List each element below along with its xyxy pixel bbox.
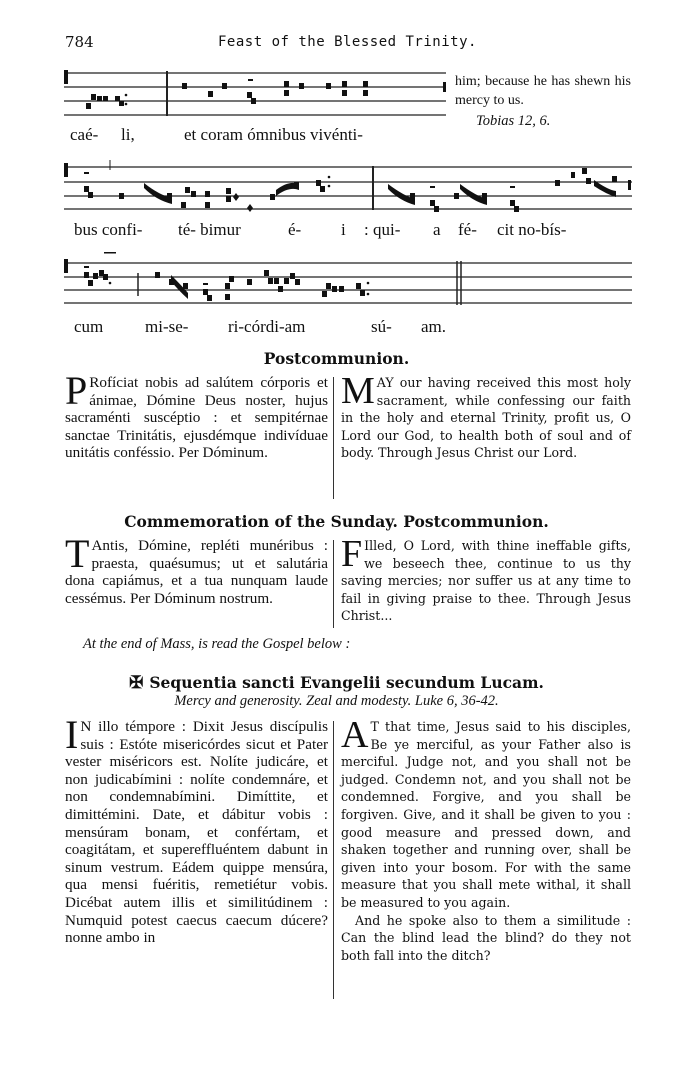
drop-cap: A bbox=[341, 714, 369, 756]
gospel-heading bbox=[0, 673, 673, 693]
chant-staff-1 bbox=[64, 66, 446, 118]
lyric-syllable: ri-córdi-am bbox=[228, 317, 306, 336]
neumes-1 bbox=[64, 70, 446, 109]
drop-cap: I bbox=[65, 712, 79, 757]
chant-staff-3 bbox=[64, 256, 632, 316]
commemoration-latin bbox=[65, 531, 328, 607]
column-divider bbox=[333, 540, 334, 628]
do-clef-icon bbox=[64, 70, 68, 84]
lyric-syllable: mi-se- bbox=[145, 317, 189, 336]
chant-side-citation: Tobias 12, 6. bbox=[476, 113, 551, 129]
page-number: 784 bbox=[65, 33, 94, 51]
lyric-syllable: cit no-bís- bbox=[497, 220, 567, 239]
staff-2-svg bbox=[64, 160, 632, 216]
commemoration-english-text: Illed, O Lord, with thine ineffable gifts, we beseech thee, continue to us thy saving mercies; nor suffer us at any time to fail in giving praise to thee. Through Jesus Christ... bbox=[341, 538, 631, 624]
gospel-english-text-2: And he spoke also to them a similitude : Can the blind lead the blind? do they not both fall into the ditch? bbox=[341, 912, 631, 963]
postcommunion-english bbox=[341, 370, 631, 462]
column-divider bbox=[333, 377, 334, 499]
drop-cap: M bbox=[341, 370, 375, 412]
lyric-syllable: am. bbox=[421, 317, 447, 336]
cross-icon: ✠ bbox=[129, 673, 144, 693]
lyric-syllable: et coram ómnibus vivénti- bbox=[184, 125, 363, 144]
lyric-syllable: sú- bbox=[371, 317, 392, 336]
gospel-latin bbox=[65, 712, 328, 947]
postcommunion-english-text: AY our having received this most holy sacrament, while confessing our faith in the holy and eternal Trinity, profit us, O Lord our God, to health both of soul and of body. Through Jesus Christ our Lord. bbox=[341, 375, 631, 461]
column-divider bbox=[333, 721, 334, 999]
lyric-syllable: caé- bbox=[70, 125, 99, 144]
commemoration-heading: Commemoration of the Sunday. Postcommunion. bbox=[124, 512, 549, 531]
postcommunion-latin-text: Rofíciat nobis ad salútem córporis et ánimae, Dómine Deus noster, hujus sacraménti suscéptio : et sempitérnae sanctae Trinitátis, ejusdémque indivíduae unitátis conféssio. Per Dóminum. bbox=[65, 374, 328, 462]
lyric-syllable: i bbox=[341, 220, 346, 239]
lyric-syllable: a bbox=[433, 220, 441, 239]
chant-side-translation: him; because he has shewn his mercy to us. bbox=[455, 74, 631, 108]
do-clef-icon bbox=[64, 259, 68, 273]
running-title: Feast of the Blessed Trinity. bbox=[218, 34, 477, 50]
lyric-syllable: cum bbox=[74, 317, 104, 336]
gospel-english-text-1: T that time, Jesus said to his disciples, Be ye merciful, as your Father also is merciful. Judge not, and you shall not be judged. Condemn not, and you shall not be condemned. Forgive, and you shall be forgiven. Give, and it shall be given to you : good measure and pressed down, and shaken together and running over, shall be given into your bosom. For with the same measure that you shall mete withal, it shall be measured to you again. bbox=[341, 719, 631, 910]
gospel-english bbox=[341, 714, 631, 964]
gospel-heading-text: Sequentia sancti Evangelii secundum Lucam. bbox=[149, 673, 544, 692]
commemoration-english bbox=[341, 533, 631, 625]
staff-1-svg bbox=[64, 66, 446, 118]
lyric-syllable: té- bimur bbox=[178, 220, 241, 239]
drop-cap: P bbox=[65, 368, 88, 413]
rubric-note: At the end of Mass, is read the Gospel below : bbox=[83, 636, 351, 652]
gospel-subtitle: Mercy and generosity. Zeal and modesty. Luke 6, 36-42. bbox=[174, 693, 499, 709]
postcommunion-heading: Postcommunion. bbox=[263, 349, 410, 368]
drop-cap: T bbox=[65, 531, 90, 576]
lyric-syllable: : qui- bbox=[364, 220, 401, 239]
chant-staff-2 bbox=[64, 160, 632, 216]
do-clef-icon bbox=[64, 163, 68, 177]
postcommunion-latin bbox=[65, 368, 328, 462]
lyric-syllable: li, bbox=[121, 125, 135, 144]
lyric-syllable: fé- bbox=[458, 220, 477, 239]
staff-3-svg bbox=[64, 256, 632, 316]
commemoration-latin-text: Antis, Dómine, repléti munéribus : praesta, quaésumus; ut et salutária dona capiámus, et a tua nunquam laude cessémus. Per Dóminum nostrum. bbox=[65, 537, 328, 607]
drop-cap: F bbox=[341, 533, 363, 575]
lyric-syllable: bus confi- bbox=[74, 220, 143, 239]
gospel-latin-text: N illo témpore : Dixit Jesus discípulis suis : Estóte misericórdes sicut et Pater vester miséricors est. Nolíte judicáre, et non judicabímini : nolíte condemnáre, et non condemnabímini. Dimíttite, et dimittémini. Date, et dábitur vobis : mensúram bonam, et confértam, et coagitátam, et supereffluéntem dabunt in sinum vestrum. Eádem quippe mensúra, qua mensi fuéritis, remetiétur vobis. Dicébat autem illis et similitúdinem : Numquid potest caecus caecum dúcere? nonne ambo in bbox=[65, 718, 328, 947]
lyric-syllable: é- bbox=[288, 220, 302, 239]
neumes-2 bbox=[64, 163, 631, 212]
